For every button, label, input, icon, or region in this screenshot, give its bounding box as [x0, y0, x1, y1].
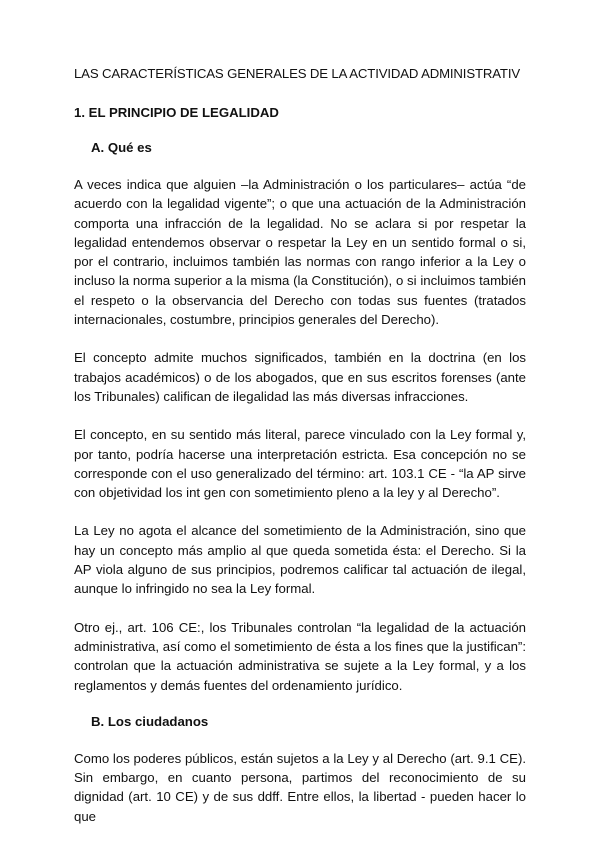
section-heading-legalidad: 1. EL PRINCIPIO DE LEGALIDAD [74, 105, 279, 120]
subsection-heading-ciudadanos: B. Los ciudadanos [91, 713, 209, 729]
paragraph: La Ley no agota el alcance del sometimiento de la Administración, sino que hay un concepto más amplio al que queda sometida ésta: el Derecho. Si la AP viola alguno de sus principios, podremos calificar tal actuación de ilegal, aunque lo infringido no sea la Ley formal. [74, 523, 526, 597]
subsection-heading-que-es: A. Qué es [91, 140, 152, 155]
paragraph: Como los poderes públicos, están sujetos a la Ley y al Derecho (art. 9.1 CE). Sin embargo, en cuanto persona, partimos del reconocimiento de su dignidad (art. 10 CE) y de sus ddff. Entre ellos, la libertad - pueden hacer lo que [74, 750, 526, 824]
paragraph: El concepto, en su sentido más literal, parece vinculado con la Ley formal y, por tanto, podría hacerse una interpretación estricta. Esa concepción no se corresponde con el uso generalizado del término: art. 103.1 CE - “la AP sirve con objetividad los int gen con sometimiento pleno a la ley y al Derecho”. [74, 427, 526, 501]
document-title: LAS CARACTERÍSTICAS GENERALES DE LA ACTIVIDAD ADMINISTRATIV [74, 66, 520, 81]
paragraph: A veces indica que alguien –la Administración o los particulares– actúa “de acuerdo con la legalidad vigente”; o que una actuación de la Administración comporta una infracción de la legalidad. No se aclara si por respetar la legalidad entendemos observar o respetar la Ley en un sentido formal o si, por el contrario, incluimos también las normas con rango inferior a la Ley o incluso la norma superior a la misma (la Constitución), o si incluimos también el respeto o la observancia del Derecho con todas sus fuentes (tratados internacionales, costumbre, principios generales del Derecho). [74, 177, 526, 328]
document-body [74, 66, 526, 826]
paragraph: Otro ej., art. 106 CE:, los Tribunales controlan “la legalidad de la actuación administrativa, así como el sometimiento de ésta a los fines que la justifican”: controlan que la actuación administrativa se sujete a la Ley formal, y a los reglamentos y demás fuentes del ordenamiento jurídico. [74, 619, 526, 693]
paragraph: El concepto admite muchos significados, también en la doctrina (en los trabajos académicos) o de los abogados, que en sus escritos forenses (ante los Tribunales) califican de ilegalidad las más diversas infracciones. [74, 350, 526, 404]
